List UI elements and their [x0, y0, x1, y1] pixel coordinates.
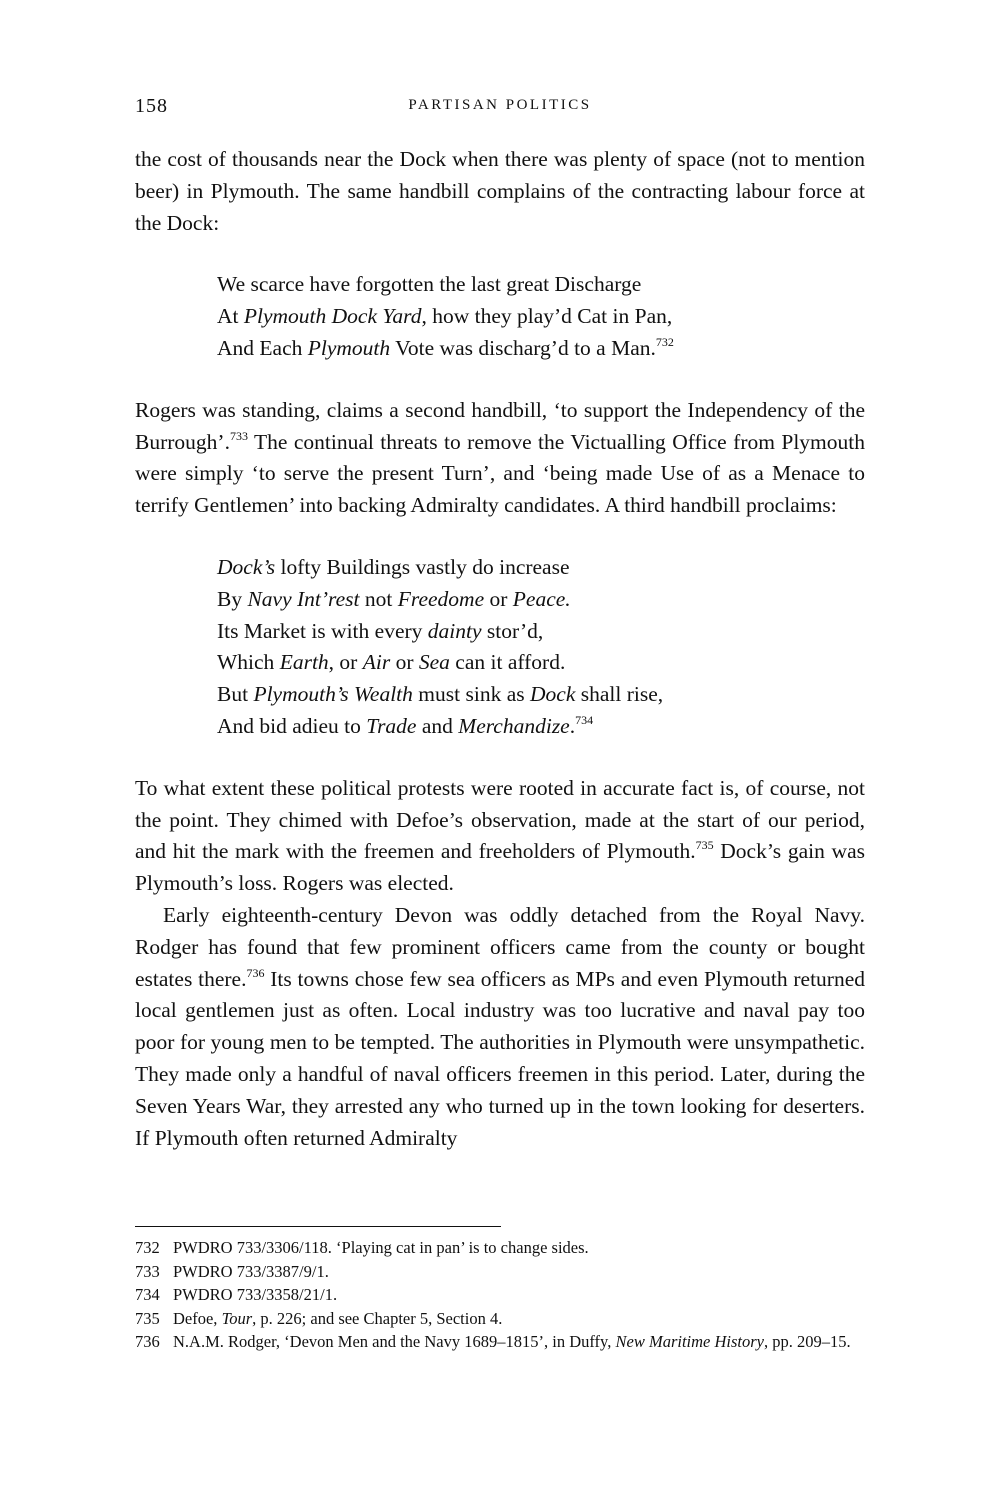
verse-text: Vote was discharg’d to a Man. — [390, 335, 656, 360]
verse-italic: Peace. — [512, 586, 571, 611]
paragraph-3-text: Dock’s gain was Plymouth’s loss. Rogers was elected. — [135, 839, 865, 896]
verse-italic: Earth — [279, 650, 329, 675]
paragraph-4 — [135, 900, 865, 1154]
main-text — [135, 144, 865, 1154]
verse-2-line-4 — [217, 647, 865, 679]
footnote-italic: New Maritime History — [615, 1332, 764, 1351]
footnote-divider — [135, 1226, 501, 1227]
verse-text: lofty Buildings vastly do increase — [275, 554, 570, 579]
verse-text: , or — [328, 650, 363, 675]
verse-text: and — [416, 713, 459, 738]
verse-italic: Merchandize — [458, 713, 570, 738]
footnote-text: , p. 226; and see Chapter 5, Section 4. — [252, 1308, 503, 1328]
paragraph-2-text: Rogers was standing, claims a second handbill, ‘to support the Independency of the Burrough’. — [135, 397, 865, 454]
footnote-732 — [135, 1236, 865, 1260]
verse-text: But — [217, 682, 254, 707]
verse-text: can it afford. — [449, 650, 566, 675]
paragraph-2 — [135, 395, 865, 522]
footnote-ref-735[interactable]: 735 — [695, 838, 714, 853]
verse-text: , how they play’d Cat in Pan, — [421, 304, 673, 329]
paragraph-3-text: To what extent these political protests were rooted in accurate fact is, of course, not the point. They chimed with Defoe’s observation, made at the start of our period, and hit the mark with the freemen and freeholders of Plymouth. — [135, 775, 865, 864]
footnote-text: , pp. 209–15. — [763, 1332, 851, 1351]
verse-text: Which — [217, 650, 280, 675]
verse-italic: dainty — [427, 618, 482, 643]
footnote-736 — [135, 1330, 865, 1354]
verse-1-line-2 — [217, 301, 865, 333]
paragraph-2-text: The continual threats to remove the Victualling Office from Plymouth were simply ‘to serve the present Turn’, and ‘being made Use of as a Menace to terrify Gentlemen’ into backing Admiralty candidates. A third handbill proclaims: — [135, 429, 865, 518]
footnote-text: N.A.M. Rodger, ‘Devon Men and the Navy 1689–1815’, in Duffy, — [173, 1332, 616, 1351]
page-number: 158 — [135, 95, 168, 117]
footnote-ref-733[interactable]: 733 — [229, 428, 248, 443]
paragraph-1-text: the cost of thousands near the Dock when there was plenty of space (not to mention beer) in Plymouth. The same handbill complains of the contracting labour force at the Dock: — [135, 147, 865, 235]
verse-quote-1 — [217, 269, 865, 364]
footnote-text: PWDRO 733/3306/118. ‘Playing cat in pan’ is to change sides. — [173, 1238, 589, 1257]
paragraph-1 — [135, 144, 865, 239]
verse-text: stor’d, — [481, 618, 544, 643]
verse-1-line-3 — [217, 333, 865, 365]
verse-2-line-3 — [217, 616, 865, 648]
footnote-text: PWDRO 733/3358/21/1. — [173, 1285, 338, 1304]
footnote-number: 736 — [135, 1332, 160, 1351]
verse-text: And Each — [217, 335, 308, 360]
verse-1-line-1 — [217, 269, 865, 301]
verse-italic: Air — [362, 650, 391, 675]
page-header — [135, 95, 865, 125]
footnotes — [135, 1236, 865, 1354]
footnote-ref-732[interactable]: 732 — [655, 334, 674, 349]
verse-italic: Navy Int’rest — [247, 586, 360, 611]
verse-text: . — [569, 713, 576, 738]
verse-italic: Freedome — [397, 586, 485, 611]
verse-text: At — [217, 304, 244, 329]
paragraph-4-text: Early eighteenth-century Devon was oddly detached from the Royal Navy. Rodger has found that few prominent officers came from the county or bought estates there. — [135, 902, 865, 991]
verse-italic: Trade — [366, 713, 417, 738]
verse-text: We scarce have forgotten the last great Discharge — [217, 272, 642, 297]
footnote-text: PWDRO 733/3387/9/1. — [173, 1261, 329, 1281]
running-head: PARTISAN POLITICS — [408, 97, 592, 113]
footnote-ref-734[interactable]: 734 — [575, 712, 594, 727]
footnote-number: 734 — [135, 1285, 160, 1304]
footnote-735 — [135, 1307, 865, 1331]
verse-text: or — [390, 650, 419, 675]
footnote-text: Defoe, — [173, 1308, 222, 1328]
verse-italic: Plymouth — [307, 335, 391, 360]
footnote-734 — [135, 1283, 865, 1307]
verse-italic: Plymouth’s Wealth — [253, 682, 413, 707]
paragraph-3 — [135, 773, 865, 900]
verse-italic: Dock’s — [217, 554, 276, 579]
verse-text: And bid adieu to — [217, 713, 367, 738]
footnote-number: 733 — [135, 1261, 160, 1281]
verse-text: not — [359, 586, 398, 611]
verse-italic: Plymouth Dock Yard — [243, 304, 422, 329]
verse-quote-2 — [217, 552, 865, 743]
verse-2-line-5 — [217, 679, 865, 711]
footnote-ref-736[interactable]: 736 — [246, 965, 265, 980]
footnote-733 — [135, 1260, 865, 1284]
verse-text: Its Market is with every — [217, 618, 428, 643]
paragraph-4-text: Its towns chose few sea officers as MPs and even Plymouth returned local gentlemen just as often. Local industry was too lucrative and naval pay too poor for young men to be tempted. The authorities in Plymouth were unsympathetic. They made only a handful of naval officers freemen in this period. Later, during the Seven Years War, they arrested any who turned up in the town looking for deserters. If Plymouth often returned Admiralty — [135, 966, 865, 1150]
verse-2-line-1 — [217, 552, 865, 584]
verse-text: or — [484, 586, 513, 611]
verse-2-line-2 — [217, 584, 865, 616]
footnote-italic: Tour — [221, 1308, 253, 1328]
verse-text: By — [217, 586, 248, 611]
footnote-number: 735 — [135, 1308, 160, 1328]
verse-2-line-6 — [217, 711, 865, 743]
verse-text: shall rise, — [575, 682, 664, 707]
verse-text: must sink as — [412, 682, 530, 707]
verse-italic: Sea — [418, 650, 450, 675]
footnote-number: 732 — [135, 1238, 160, 1257]
verse-italic: Dock — [530, 682, 576, 707]
